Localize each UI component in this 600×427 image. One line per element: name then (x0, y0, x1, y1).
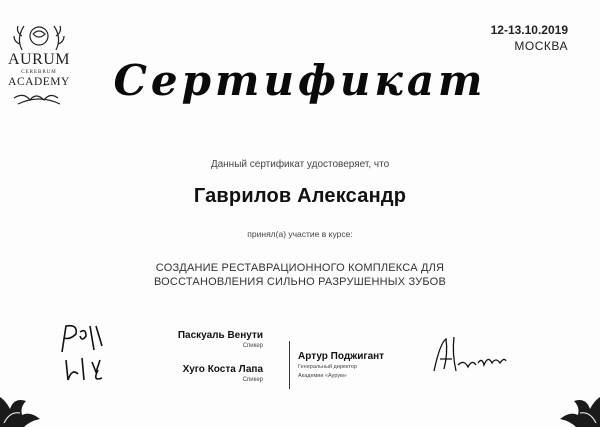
corner-ornament-right (530, 357, 600, 427)
certificate-title: Сертификат (113, 56, 487, 105)
event-dates: 12-13.10.2019 (490, 23, 568, 37)
director-name: Артур Поджигант (298, 351, 385, 362)
director-block (298, 351, 438, 380)
course-title (0, 261, 600, 289)
signature-director (430, 333, 510, 377)
logo-text-academy: ACADEMY (8, 76, 70, 88)
event-city: МОСКВА (514, 39, 568, 53)
course-title-line-1: СОЗДАНИЕ РЕСТАВРАЦИОННОГО КОМПЛЕКСА ДЛЯ (155, 262, 445, 274)
event-info (491, 22, 568, 54)
speaker-1-role: Спикер (242, 343, 263, 349)
corner-ornament-left (0, 357, 70, 427)
speaker-2-name: Хуго Коста Лапа (182, 364, 263, 375)
speaker-2-role: Спикер (242, 377, 263, 383)
signature-divider (289, 341, 290, 389)
recipient-name: Гаврилов Александр (193, 185, 407, 207)
speaker-1-block (93, 330, 263, 349)
course-title-line-2: ВОССТАНОВЛЕНИЯ СИЛЬНО РАЗРУШЕННЫХ ЗУБОВ (154, 276, 446, 288)
certifies-text: Данный сертификат удостоверяет, что (210, 159, 390, 170)
director-role-line-1: Генеральный директор (298, 364, 357, 370)
speaker-1-name: Паскуаль Венути (177, 330, 263, 341)
logo-text-aurum: AURUM (7, 51, 71, 68)
speaker-2-block (93, 364, 263, 383)
logo-text-cerebrum: CEREBRUM (21, 70, 57, 75)
participated-text: принял(а) участие в курсе: (247, 229, 353, 239)
director-role-line-2: Академии «Аурум» (298, 373, 347, 379)
